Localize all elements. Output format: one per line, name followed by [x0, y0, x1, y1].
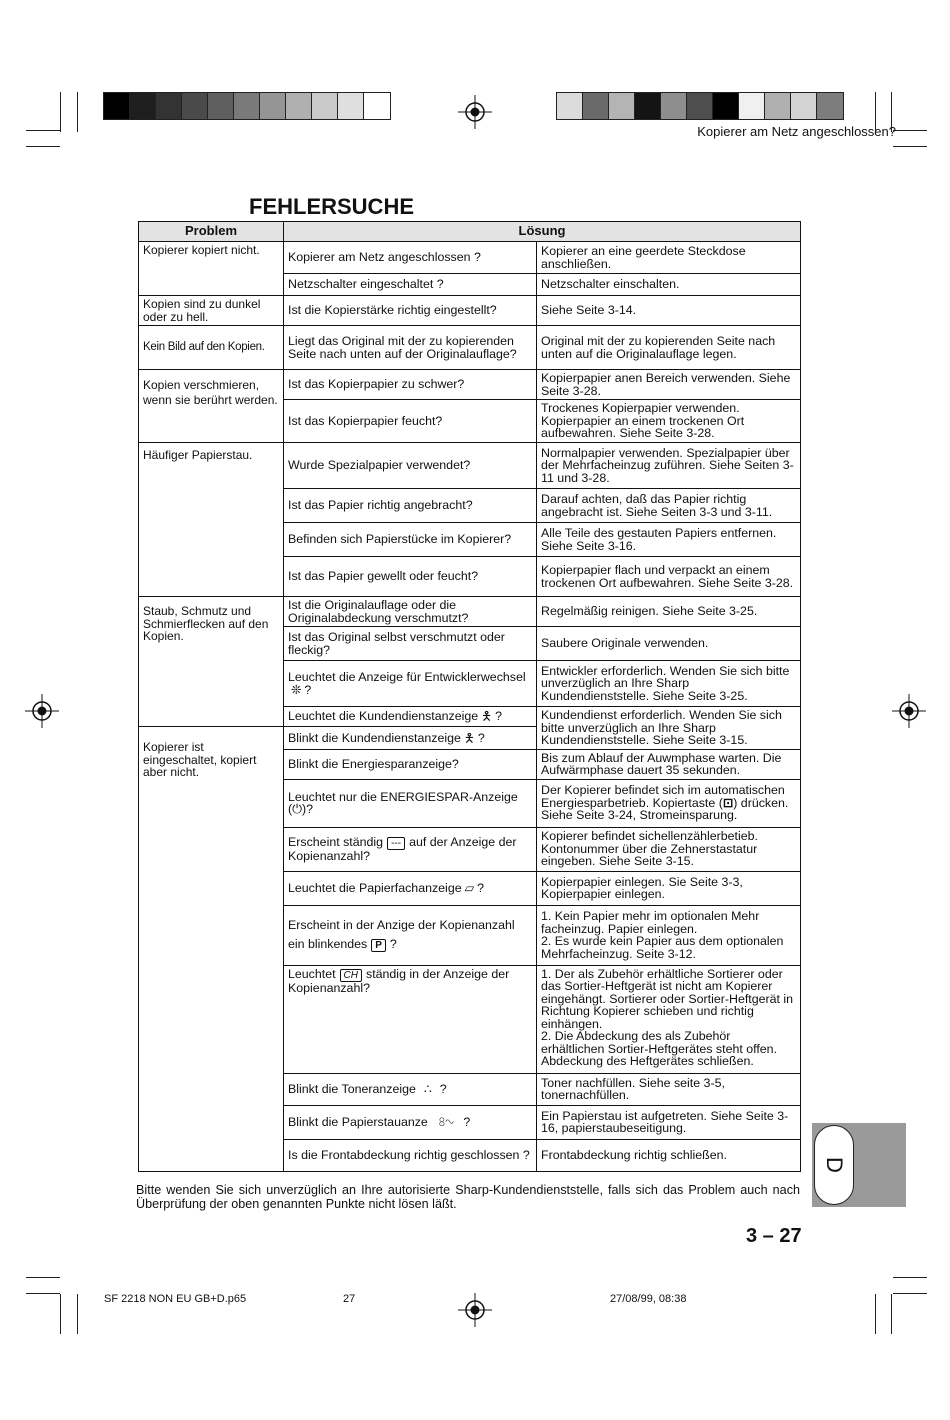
check-cell [284, 707, 537, 727]
column-header-problem: Problem [139, 222, 284, 242]
fix-cell: Ein Papierstau ist aufgetreten. Siehe Seite 3-16, papierstaubeseitigung. [537, 1105, 801, 1139]
fix-cell: Toner nachfüllen. Siehe seite 3-5, tonernachfüllen. [537, 1073, 801, 1105]
check-cell: Ist das Papier gewellt oder feucht? [284, 557, 537, 597]
troubleshooting-table [138, 221, 801, 1172]
copy-key-icon: ⊡ [722, 795, 734, 810]
paper-tray-icon: ▱ [464, 880, 475, 895]
check-text: Leuchtet die Papierfachanzeige [288, 880, 462, 895]
color-swatch [739, 93, 765, 119]
fix-cell: Kopierpapier einlegen. Sie Seite 3-3, Kopierpapier einlegen. [537, 871, 801, 905]
fix-cell: Kundendienst erforderlich. Wenden Sie sich bitte unverzüglich an Ihre Sharp Kundendienststelle. Siehe Seite 3-15. [537, 707, 801, 750]
question-mark: ? [477, 730, 485, 745]
color-swatch [713, 93, 739, 119]
check-cell [284, 965, 537, 1073]
question-mark: ? [304, 682, 312, 697]
check-text: Leuchtet nur die ENERGIESPAR-Anzeige ( [288, 789, 518, 816]
color-swatch [609, 93, 635, 119]
check-text: Blinkt die Papierstauanze [288, 1114, 428, 1129]
table-row [139, 296, 801, 326]
check-cell: Blinkt die Energiesparanzeige? [284, 749, 537, 779]
developer-change-icon: ❊ [291, 682, 302, 697]
check-cell: Netzschalter eingeschaltet ? [284, 274, 537, 296]
check-text: ständig in der Anzeige der Kopienanzahl? [288, 966, 510, 995]
table-row [139, 443, 801, 489]
problem-cell: Häufiger Papierstau. [139, 443, 284, 597]
fix-cell: Bis zum Ablauf der Auwmphase warten. Die Aufwärmphase dauert 35 sekunden. [537, 749, 801, 779]
table-row [139, 242, 801, 274]
registration-mark-icon [25, 694, 59, 728]
color-swatch [156, 93, 182, 119]
check-cell: Kopierer am Netz angeschlossen ? [284, 242, 537, 274]
color-swatch [130, 93, 156, 119]
table-header-row [139, 222, 801, 242]
color-calibration-bar-right [556, 92, 844, 120]
fix-cell: Frontabdeckung richtig schließen. [537, 1139, 801, 1171]
color-swatch [817, 93, 843, 119]
color-swatch [765, 93, 791, 119]
fix-cell: Kopierer an eine geerdete Steckdose anschließen. [537, 242, 801, 274]
problem-cell: Kopierer ist eingeschaltet, kopiert aber nicht. [139, 727, 284, 1172]
check-cell [284, 905, 537, 965]
fix-cell: Kopierpapier anen Bereich verwenden. Siehe Seite 3-28. [537, 370, 801, 400]
fix-cell: Kopierer befindet sichellenzählerbetieb. Kontonummer über die Zehnerstastatur eingeben. Siehe Seite 3-15. [537, 827, 801, 871]
ch-display-icon: CH [340, 969, 362, 982]
color-swatch [661, 93, 687, 119]
color-swatch [260, 93, 286, 119]
display-dashes-icon: --- [387, 837, 405, 850]
fix-cell [537, 779, 801, 827]
check-cell: Befinden sich Papierstücke im Kopierer? [284, 523, 537, 557]
footer-date: 27/08/99, 08:38 [610, 1293, 687, 1305]
check-cell: Wurde Spezialpapier verwendet? [284, 443, 537, 489]
check-cell: Is die Frontabdeckung richtig geschlossen ? [284, 1139, 537, 1171]
table-row [139, 326, 801, 370]
check-cell [284, 1105, 537, 1139]
registration-mark-icon [892, 694, 926, 728]
color-swatch [286, 93, 312, 119]
color-calibration-bar-left [103, 92, 391, 120]
fix-cell: Siehe Seite 3-14. [537, 296, 801, 326]
section-tab-letter: D [821, 1157, 847, 1173]
fix-cell: Netzschalter einschalten. [537, 274, 801, 296]
color-swatch [234, 93, 260, 119]
check-text: Leuchtet die Kundendienstanzeige [288, 709, 479, 724]
check-cell: Ist das Kopierpapier feucht? [284, 400, 537, 443]
question-mark: ? [463, 1114, 471, 1129]
footer-page: 27 [343, 1293, 356, 1305]
fix-cell: Trockenes Kopierpapier verwenden. Kopierpapier an einem trockenen Ort aufbewahren. Siehe Seite 3-28. [537, 400, 801, 443]
service-indicator-icon: 🯅 [481, 709, 493, 724]
question-mark: ? [495, 709, 502, 724]
color-swatch [583, 93, 609, 119]
color-swatch [635, 93, 661, 119]
fix-cell: Entwickler erforderlich. Wenden Sie sich bitte unverzüglich an Ihre Sharp Kundendienststelle. Siehe Seite 3-25. [537, 661, 801, 707]
check-text: Leuchtet [288, 966, 336, 981]
check-cell [284, 1073, 537, 1105]
color-swatch [338, 93, 364, 119]
color-swatch [182, 93, 208, 119]
check-cell [284, 727, 537, 750]
footnote: Bitte wenden Sie sich unverzüglich an Ihre autorisierte Sharp-Kundendienststelle, falls sich das Problem auch nach Überprüfung der oben genannten Punkte nicht lösen läßt. [136, 1183, 800, 1211]
fix-text: Der Kopierer befindet sich im automatischen Energiesparbetrieb. Kopiertaste ( [541, 783, 785, 810]
header-reference: Kopierer am Netz angeschlossen? [697, 124, 896, 139]
color-swatch [104, 93, 130, 119]
fix-cell: Normalpapier verwenden. Spezialpapier über der Mehrfacheinzug zuführen. Siehe Seiten 3-11 und 3-28. [537, 443, 801, 489]
check-text: Leuchtet die Anzeige für Entwicklerwechsel [288, 670, 526, 684]
fix-cell: Regelmäßig reinigen. Siehe Seite 3-25. [537, 597, 801, 627]
footer-file: SF 2218 NON EU GB+D.p65 [104, 1293, 247, 1305]
problem-cell: Kein Bild auf den Kopien. [139, 326, 284, 370]
table-row [139, 370, 801, 400]
fix-cell: Original mit der zu kopierenden Seite nach unten auf die Originalauflage legen. [537, 326, 801, 370]
check-cell [284, 827, 537, 871]
problem-cell: Kopien sind zu dunkel oder zu hell. [139, 296, 284, 326]
check-text: Erscheint ständig [288, 834, 384, 849]
check-cell: Liegt das Original mit der zu kopierenden Seite nach unten auf der Originalauflage? [284, 326, 537, 370]
problem-cell: Kopien verschmieren, wenn sie berührt werden. [139, 370, 284, 443]
fix-cell [537, 905, 801, 965]
color-swatch [557, 93, 583, 119]
fix-line: 1. Kein Papier mehr im optionalen Mehr facheinzug. Papier einlegen. [541, 909, 760, 936]
registration-mark-icon [458, 95, 492, 129]
paper-jam-icon: 𝟾∿ [437, 1114, 454, 1129]
question-mark: ? [439, 1081, 447, 1096]
check-cell: Ist das Original selbst verschmutzt oder fleckig? [284, 627, 537, 661]
section-tab-label [814, 1125, 854, 1205]
page-title: FEHLERSUCHE [249, 194, 415, 219]
registration-mark-icon [458, 1293, 492, 1327]
page-number: 3 – 27 [746, 1225, 802, 1247]
check-cell: Ist die Originalauflage oder die Originalabdeckung verschmutzt? [284, 597, 537, 627]
question-mark: ? [477, 880, 485, 895]
color-swatch [312, 93, 338, 119]
color-swatch [208, 93, 234, 119]
service-indicator-icon: 🯅 [463, 730, 475, 745]
problem-cell: Kopierer kopiert nicht. [139, 242, 284, 296]
check-cell [284, 661, 537, 707]
toner-icon: ∴ [423, 1081, 432, 1096]
check-cell [284, 871, 537, 905]
check-cell: Ist das Kopierpapier zu schwer? [284, 370, 537, 400]
fix-line: 1. Der als Zubehör erhältliche Sortierer oder das Sortier-Heftgerät ist nicht am Kopierer eingehängt. Sortierer oder Sortier-Heftgerät in Richtung Kopierer schieben und richtig einhängen. [541, 966, 794, 1031]
color-swatch [791, 93, 817, 119]
check-text: auf der Anzeige der Kopienanzahl? [288, 834, 517, 863]
check-cell [284, 779, 537, 827]
fix-cell: Alle Teile des gestauten Papiers entfernen. Siehe Seite 3-16. [537, 523, 801, 557]
fix-cell: Kopierpapier flach und verpackt an einem trockenen Ort aufbewahren. Siehe Seite 3-28. [537, 557, 801, 597]
fix-cell [537, 965, 801, 1073]
fix-cell: Saubere Originale verwenden. [537, 627, 801, 661]
column-header-solution: Lösung [284, 222, 801, 242]
fix-cell: Darauf achten, daß das Papier richtig angebracht ist. Siehe Seiten 3-3 und 3-11. [537, 489, 801, 523]
check-text: Blinkt die Kundendienstanzeige [288, 730, 461, 745]
fix-text: ) drücken. Siehe Seite 3-24, Stromeinsparung. [541, 795, 789, 823]
fix-line: 2. Es wurde kein Papier aus dem optionalen Mehrfacheinzug. Seite 3-12. [541, 934, 784, 961]
check-cell: Ist das Papier richtig angebracht? [284, 489, 537, 523]
blinking-p-icon: P [371, 939, 386, 952]
table-row [139, 597, 801, 627]
check-text: )? [301, 802, 313, 816]
check-text: Blinkt die Toneranzeige [288, 1081, 416, 1096]
question-mark: ? [389, 937, 397, 951]
check-cell: Ist die Kopierstärke richtig eingestellt? [284, 296, 537, 326]
power-save-icon: ⏻ [292, 802, 302, 816]
fix-line: 2. Die Abdeckung des als Zubehör erhältlichen Sortier-Heftgerätes steht offen. Abdeckung des Heftgerätes schließen. [541, 1029, 778, 1068]
problem-cell: Staub, Schmutz und Schmierflecken auf den Kopien. [139, 597, 284, 727]
color-swatch [687, 93, 713, 119]
check-text: Erscheint in der Anzige der Kopienanzahl ein blinkendes [288, 918, 515, 951]
color-swatch [364, 93, 390, 119]
